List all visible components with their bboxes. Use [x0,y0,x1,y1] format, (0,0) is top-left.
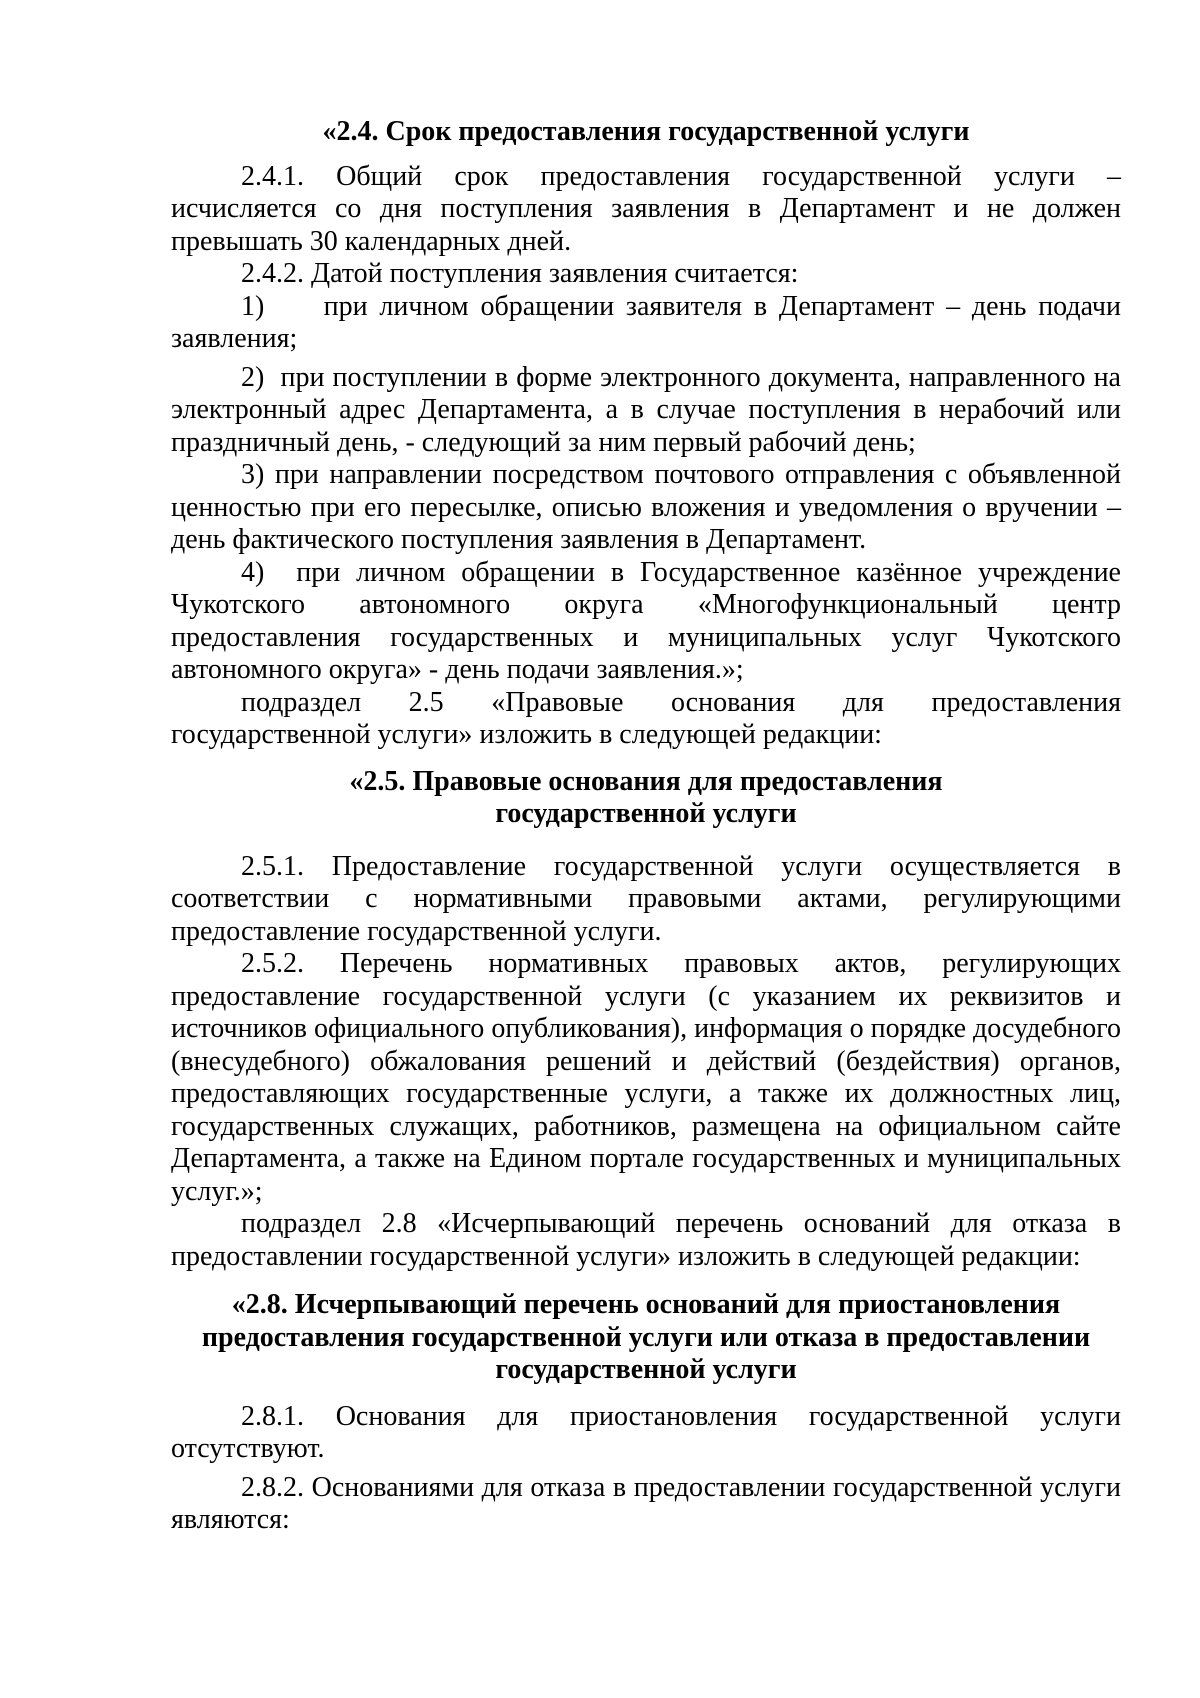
paragraph-2-4-1: 2.4.1. Общий срок предоставления государственной услуги – исчисляется со дня поступления заявления в Департамент и не должен превышать 30 календарных дней. [171,160,1121,257]
instruction-subsection-2-5: подраздел 2.5 «Правовые основания для предоставления государственной услуги» изложить в следующей редакции: [171,686,1121,750]
section-2-5-heading-line-1: «2.5. Правовые основания для предоставления [349,765,943,797]
section-2-5-heading [171,766,1121,831]
document-body [171,116,1121,1537]
paragraph-2-8-1: 2.8.1. Основания для приостановления государственной услуги отсутствуют. [171,1400,1121,1464]
section-2-8-heading-line-3: государственной услуги [495,1354,797,1385]
paragraph-2-8-2: 2.8.2. Основаниями для отказа в предоставлении государственной услуги являются: [171,1471,1121,1535]
instruction-subsection-2-8: подраздел 2.8 «Исчерпывающий перечень оснований для отказа в предоставлении государственной услуги» изложить в следующей редакции: [171,1208,1121,1272]
section-2-8-heading [171,1289,1121,1387]
paragraph-2-5-1: 2.5.1. Предоставление государственной услуги осуществляется в соответствии с нормативными правовыми актами, регулирующими предоставление государственной услуги. [171,850,1121,947]
list-item-4: 4) при личном обращении в Государственное казённое учреждение Чукотского автономного округа «Многофункциональный центр предоставления государственных и муниципальных услуг Чукотского автономного округа» - день подачи заявления.»; [171,556,1121,685]
section-2-5-heading-line-2: государственной услуги [495,798,797,829]
paragraph-2-5-2: 2.5.2. Перечень нормативных правовых актов, регулирующих предоставление государственной услуги (с указанием их реквизитов и источников официального опубликования), информация о порядке досудебного (внесудебного) обжалования решений и действий (бездействия) органов, предоставляющих государственные услуги, а также их должностных лиц, государственных служащих, работников, размещена на официальном сайте Департамента, а также на Едином портале государственных и муниципальных услуг.»; [171,948,1121,1207]
list-item-1: 1) при личном обращении заявителя в Департамент – день подачи заявления; [171,290,1121,354]
paragraph-2-4-2: 2.4.2. Датой поступления заявления считается: [241,258,799,289]
list-item-3: 3) при направлении посредством почтового отправления с объявленной ценностью при его пересылке, описью вложения и уведомления о вручении – день фактического поступления заявления в Департамент. [171,459,1121,555]
section-2-8-heading-line-1: «2.8. Исчерпывающий перечень оснований для приостановления [231,1289,1061,1320]
section-2-8-heading-line-2: предоставления государственной услуги или отказа в предоставлении [201,1321,1091,1353]
section-2-4-heading: «2.4. Срок предоставления государственной услуги [322,116,970,147]
list-item-2: 2) при поступлении в форме электронного документа, направленного на электронный адрес Департамента, а в случае поступления в нерабочий или праздничный день, - следующий за ним первый рабочий день; [171,361,1121,458]
